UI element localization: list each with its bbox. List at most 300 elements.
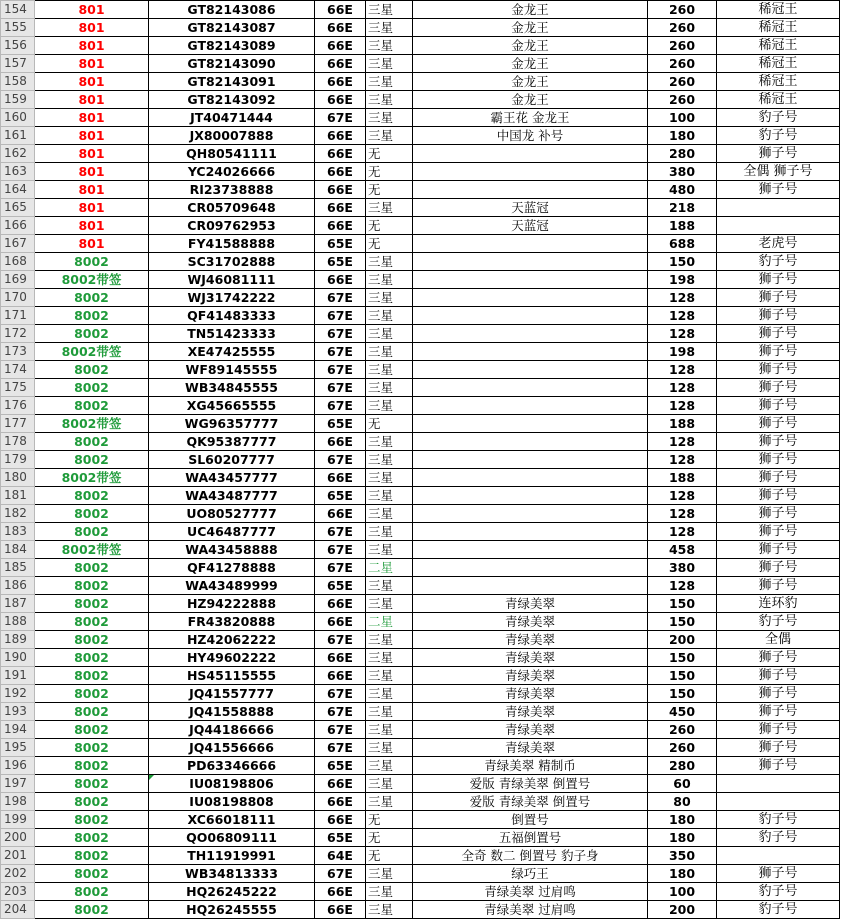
row-number-cell[interactable]: 196 [1, 757, 35, 775]
version-cell[interactable]: 67E [315, 307, 366, 325]
tag-cell[interactable]: 狮子号 [717, 271, 840, 289]
row-number-cell[interactable]: 180 [1, 469, 35, 487]
code-cell[interactable]: 801 [35, 199, 149, 217]
star-cell[interactable]: 三星 [366, 487, 413, 505]
version-cell[interactable]: 66E [315, 181, 366, 199]
price-cell[interactable]: 200 [648, 631, 717, 649]
code-cell[interactable]: 801 [35, 235, 149, 253]
version-cell[interactable]: 66E [315, 883, 366, 901]
star-cell[interactable]: 三星 [366, 865, 413, 883]
price-cell[interactable]: 150 [648, 685, 717, 703]
code-cell[interactable]: 8002 [35, 667, 149, 685]
price-cell[interactable]: 198 [648, 271, 717, 289]
star-cell[interactable]: 三星 [366, 451, 413, 469]
version-cell[interactable]: 67E [315, 325, 366, 343]
tag-cell[interactable]: 稀冠王 [717, 19, 840, 37]
price-cell[interactable]: 150 [648, 595, 717, 613]
price-cell[interactable]: 218 [648, 199, 717, 217]
tag-cell[interactable]: 稀冠王 [717, 37, 840, 55]
row-number-cell[interactable]: 186 [1, 577, 35, 595]
star-cell[interactable]: 三星 [366, 469, 413, 487]
version-cell[interactable]: 67E [315, 379, 366, 397]
code-cell[interactable]: 8002 [35, 739, 149, 757]
tag-cell[interactable]: 狮子号 [717, 865, 840, 883]
version-cell[interactable]: 65E [315, 235, 366, 253]
code-cell[interactable]: 8002 [35, 433, 149, 451]
row-number-cell[interactable]: 197 [1, 775, 35, 793]
code-cell[interactable]: 8002带签 [35, 343, 149, 361]
price-cell[interactable]: 260 [648, 91, 717, 109]
row-number-cell[interactable]: 163 [1, 163, 35, 181]
serial-cell[interactable]: HY49602222 [149, 649, 315, 667]
row-number-cell[interactable]: 200 [1, 829, 35, 847]
star-cell[interactable]: 三星 [366, 505, 413, 523]
version-cell[interactable]: 66E [315, 901, 366, 919]
code-cell[interactable]: 8002 [35, 451, 149, 469]
price-cell[interactable]: 128 [648, 451, 717, 469]
version-cell[interactable]: 67E [315, 739, 366, 757]
tag-cell[interactable]: 狮子号 [717, 469, 840, 487]
note-cell[interactable]: 金龙王 [413, 73, 648, 91]
tag-cell[interactable]: 狮子号 [717, 145, 840, 163]
tag-cell[interactable]: 豹子号 [717, 883, 840, 901]
serial-cell[interactable]: HQ26245555 [149, 901, 315, 919]
code-cell[interactable]: 8002 [35, 361, 149, 379]
row-number-cell[interactable]: 203 [1, 883, 35, 901]
row-number-cell[interactable]: 168 [1, 253, 35, 271]
code-cell[interactable]: 8002 [35, 487, 149, 505]
version-cell[interactable]: 66E [315, 505, 366, 523]
price-cell[interactable]: 180 [648, 127, 717, 145]
star-cell[interactable]: 三星 [366, 253, 413, 271]
version-cell[interactable]: 64E [315, 847, 366, 865]
code-cell[interactable]: 8002 [35, 757, 149, 775]
row-number-cell[interactable]: 183 [1, 523, 35, 541]
tag-cell[interactable]: 豹子号 [717, 109, 840, 127]
note-cell[interactable] [413, 487, 648, 505]
serial-cell[interactable]: JQ44186666 [149, 721, 315, 739]
row-number-cell[interactable]: 156 [1, 37, 35, 55]
price-cell[interactable]: 128 [648, 487, 717, 505]
code-cell[interactable]: 801 [35, 73, 149, 91]
note-cell[interactable] [413, 577, 648, 595]
price-cell[interactable]: 128 [648, 505, 717, 523]
star-cell[interactable]: 三星 [366, 289, 413, 307]
price-cell[interactable]: 188 [648, 415, 717, 433]
row-number-cell[interactable]: 190 [1, 649, 35, 667]
price-cell[interactable]: 260 [648, 19, 717, 37]
note-cell[interactable]: 青绿美翠 过肩鸣 [413, 901, 648, 919]
tag-cell[interactable]: 狮子号 [717, 667, 840, 685]
version-cell[interactable]: 66E [315, 37, 366, 55]
star-cell[interactable]: 三星 [366, 271, 413, 289]
star-cell[interactable]: 无 [366, 415, 413, 433]
tag-cell[interactable]: 狮子号 [717, 307, 840, 325]
code-cell[interactable]: 8002带签 [35, 415, 149, 433]
serial-cell[interactable]: SL60207777 [149, 451, 315, 469]
code-cell[interactable]: 8002 [35, 613, 149, 631]
tag-cell[interactable]: 狮子号 [717, 361, 840, 379]
row-number-cell[interactable]: 161 [1, 127, 35, 145]
star-cell[interactable]: 三星 [366, 433, 413, 451]
serial-cell[interactable]: GT82143091 [149, 73, 315, 91]
version-cell[interactable]: 66E [315, 145, 366, 163]
tag-cell[interactable]: 豹子号 [717, 829, 840, 847]
note-cell[interactable] [413, 523, 648, 541]
row-number-cell[interactable]: 165 [1, 199, 35, 217]
serial-cell[interactable]: HZ42062222 [149, 631, 315, 649]
code-cell[interactable]: 8002 [35, 559, 149, 577]
row-number-cell[interactable]: 192 [1, 685, 35, 703]
row-number-cell[interactable]: 154 [1, 1, 35, 19]
tag-cell[interactable] [717, 199, 840, 217]
serial-cell[interactable]: CR05709648 [149, 199, 315, 217]
star-cell[interactable]: 三星 [366, 901, 413, 919]
note-cell[interactable]: 绿巧王 [413, 865, 648, 883]
star-cell[interactable]: 三星 [366, 667, 413, 685]
row-number-cell[interactable]: 176 [1, 397, 35, 415]
version-cell[interactable]: 65E [315, 577, 366, 595]
serial-cell[interactable]: UC46487777 [149, 523, 315, 541]
row-number-cell[interactable]: 201 [1, 847, 35, 865]
version-cell[interactable]: 65E [315, 415, 366, 433]
price-cell[interactable]: 198 [648, 343, 717, 361]
serial-cell[interactable]: IU08198806 [149, 775, 315, 793]
version-cell[interactable]: 66E [315, 469, 366, 487]
star-cell[interactable]: 三星 [366, 793, 413, 811]
star-cell[interactable]: 三星 [366, 757, 413, 775]
serial-cell[interactable]: JQ41557777 [149, 685, 315, 703]
price-cell[interactable]: 280 [648, 145, 717, 163]
code-cell[interactable]: 8002 [35, 865, 149, 883]
star-cell[interactable]: 三星 [366, 307, 413, 325]
serial-cell[interactable]: WA43487777 [149, 487, 315, 505]
serial-cell[interactable]: HQ26245222 [149, 883, 315, 901]
price-cell[interactable]: 128 [648, 361, 717, 379]
serial-cell[interactable]: RI23738888 [149, 181, 315, 199]
code-cell[interactable]: 8002 [35, 901, 149, 919]
tag-cell[interactable]: 豹子号 [717, 127, 840, 145]
tag-cell[interactable]: 狮子号 [717, 721, 840, 739]
price-cell[interactable]: 180 [648, 829, 717, 847]
serial-cell[interactable]: FY41588888 [149, 235, 315, 253]
row-number-cell[interactable]: 187 [1, 595, 35, 613]
note-cell[interactable] [413, 343, 648, 361]
tag-cell[interactable]: 全偶 [717, 631, 840, 649]
code-cell[interactable]: 8002 [35, 523, 149, 541]
tag-cell[interactable]: 狮子号 [717, 289, 840, 307]
star-cell[interactable]: 无 [366, 163, 413, 181]
note-cell[interactable] [413, 505, 648, 523]
note-cell[interactable]: 青绿美翠 [413, 685, 648, 703]
row-number-cell[interactable]: 204 [1, 901, 35, 919]
serial-cell[interactable]: WA43457777 [149, 469, 315, 487]
note-cell[interactable]: 青绿美翠 过肩鸣 [413, 883, 648, 901]
version-cell[interactable]: 67E [315, 289, 366, 307]
serial-cell[interactable]: SC31702888 [149, 253, 315, 271]
star-cell[interactable]: 三星 [366, 379, 413, 397]
price-cell[interactable]: 128 [648, 307, 717, 325]
tag-cell[interactable]: 狮子号 [717, 757, 840, 775]
version-cell[interactable]: 66E [315, 595, 366, 613]
note-cell[interactable]: 金龙王 [413, 55, 648, 73]
tag-cell[interactable]: 稀冠王 [717, 1, 840, 19]
serial-cell[interactable]: FR43820888 [149, 613, 315, 631]
version-cell[interactable]: 65E [315, 253, 366, 271]
note-cell[interactable] [413, 361, 648, 379]
version-cell[interactable]: 67E [315, 109, 366, 127]
tag-cell[interactable]: 狮子号 [717, 343, 840, 361]
row-number-cell[interactable]: 158 [1, 73, 35, 91]
version-cell[interactable]: 67E [315, 865, 366, 883]
price-cell[interactable]: 380 [648, 559, 717, 577]
price-cell[interactable]: 128 [648, 325, 717, 343]
star-cell[interactable]: 三星 [366, 397, 413, 415]
serial-cell[interactable]: GT82143087 [149, 19, 315, 37]
serial-cell[interactable]: WB34813333 [149, 865, 315, 883]
tag-cell[interactable]: 全偶 狮子号 [717, 163, 840, 181]
tag-cell[interactable] [717, 217, 840, 235]
star-cell[interactable]: 三星 [366, 361, 413, 379]
code-cell[interactable]: 801 [35, 127, 149, 145]
code-cell[interactable]: 8002 [35, 775, 149, 793]
row-number-cell[interactable]: 174 [1, 361, 35, 379]
version-cell[interactable]: 66E [315, 271, 366, 289]
tag-cell[interactable]: 狮子号 [717, 541, 840, 559]
note-cell[interactable] [413, 271, 648, 289]
tag-cell[interactable]: 狮子号 [717, 685, 840, 703]
star-cell[interactable]: 三星 [366, 721, 413, 739]
star-cell[interactable]: 无 [366, 145, 413, 163]
tag-cell[interactable]: 狮子号 [717, 433, 840, 451]
note-cell[interactable]: 青绿美翠 [413, 613, 648, 631]
serial-cell[interactable]: XC66018111 [149, 811, 315, 829]
row-number-cell[interactable]: 182 [1, 505, 35, 523]
serial-cell[interactable]: XE47425555 [149, 343, 315, 361]
code-cell[interactable]: 8002带签 [35, 271, 149, 289]
star-cell[interactable]: 二星 [366, 613, 413, 631]
row-number-cell[interactable]: 193 [1, 703, 35, 721]
star-cell[interactable]: 三星 [366, 109, 413, 127]
row-number-cell[interactable]: 157 [1, 55, 35, 73]
price-cell[interactable]: 128 [648, 433, 717, 451]
note-cell[interactable] [413, 415, 648, 433]
star-cell[interactable]: 三星 [366, 631, 413, 649]
star-cell[interactable]: 三星 [366, 703, 413, 721]
row-number-cell[interactable]: 177 [1, 415, 35, 433]
row-number-cell[interactable]: 171 [1, 307, 35, 325]
note-cell[interactable]: 青绿美翠 [413, 595, 648, 613]
row-number-cell[interactable]: 181 [1, 487, 35, 505]
star-cell[interactable]: 三星 [366, 541, 413, 559]
serial-cell[interactable]: QO06809111 [149, 829, 315, 847]
version-cell[interactable]: 67E [315, 361, 366, 379]
serial-cell[interactable]: WB34845555 [149, 379, 315, 397]
serial-cell[interactable]: WJ46081111 [149, 271, 315, 289]
star-cell[interactable]: 无 [366, 217, 413, 235]
version-cell[interactable]: 67E [315, 541, 366, 559]
version-cell[interactable]: 66E [315, 1, 366, 19]
version-cell[interactable]: 66E [315, 667, 366, 685]
price-cell[interactable]: 128 [648, 577, 717, 595]
price-cell[interactable]: 450 [648, 703, 717, 721]
code-cell[interactable]: 801 [35, 217, 149, 235]
serial-cell[interactable]: GT82143090 [149, 55, 315, 73]
price-cell[interactable]: 80 [648, 793, 717, 811]
code-cell[interactable]: 801 [35, 37, 149, 55]
tag-cell[interactable]: 狮子号 [717, 397, 840, 415]
price-cell[interactable]: 200 [648, 901, 717, 919]
row-number-cell[interactable]: 160 [1, 109, 35, 127]
code-cell[interactable]: 8002带签 [35, 541, 149, 559]
price-cell[interactable]: 260 [648, 37, 717, 55]
code-cell[interactable]: 8002 [35, 685, 149, 703]
code-cell[interactable]: 8002 [35, 325, 149, 343]
tag-cell[interactable]: 狮子号 [717, 505, 840, 523]
note-cell[interactable]: 金龙王 [413, 91, 648, 109]
price-cell[interactable]: 150 [648, 613, 717, 631]
note-cell[interactable] [413, 397, 648, 415]
price-cell[interactable]: 150 [648, 253, 717, 271]
price-cell[interactable]: 150 [648, 667, 717, 685]
price-cell[interactable]: 260 [648, 73, 717, 91]
price-cell[interactable]: 280 [648, 757, 717, 775]
version-cell[interactable]: 65E [315, 829, 366, 847]
note-cell[interactable] [413, 379, 648, 397]
version-cell[interactable]: 66E [315, 217, 366, 235]
version-cell[interactable]: 67E [315, 685, 366, 703]
serial-cell[interactable]: QH80541111 [149, 145, 315, 163]
star-cell[interactable]: 三星 [366, 37, 413, 55]
note-cell[interactable] [413, 145, 648, 163]
tag-cell[interactable]: 狮子号 [717, 703, 840, 721]
code-cell[interactable]: 8002带签 [35, 469, 149, 487]
tag-cell[interactable]: 狮子号 [717, 325, 840, 343]
tag-cell[interactable]: 豹子号 [717, 613, 840, 631]
note-cell[interactable]: 倒置号 [413, 811, 648, 829]
note-cell[interactable]: 金龙王 [413, 19, 648, 37]
star-cell[interactable]: 三星 [366, 343, 413, 361]
note-cell[interactable] [413, 469, 648, 487]
serial-cell[interactable]: WJ31742222 [149, 289, 315, 307]
serial-cell[interactable]: WF89145555 [149, 361, 315, 379]
price-cell[interactable]: 480 [648, 181, 717, 199]
tag-cell[interactable] [717, 793, 840, 811]
price-cell[interactable]: 128 [648, 379, 717, 397]
code-cell[interactable]: 8002 [35, 505, 149, 523]
tag-cell[interactable]: 稀冠王 [717, 73, 840, 91]
code-cell[interactable]: 8002 [35, 397, 149, 415]
tag-cell[interactable]: 狮子号 [717, 487, 840, 505]
version-cell[interactable]: 66E [315, 55, 366, 73]
price-cell[interactable]: 100 [648, 883, 717, 901]
version-cell[interactable]: 67E [315, 631, 366, 649]
note-cell[interactable] [413, 307, 648, 325]
note-cell[interactable]: 天蓝冠 [413, 199, 648, 217]
note-cell[interactable]: 青绿美翠 [413, 649, 648, 667]
version-cell[interactable]: 67E [315, 451, 366, 469]
star-cell[interactable]: 无 [366, 829, 413, 847]
row-number-cell[interactable]: 179 [1, 451, 35, 469]
version-cell[interactable]: 66E [315, 433, 366, 451]
row-number-cell[interactable]: 199 [1, 811, 35, 829]
serial-cell[interactable]: WA43489999 [149, 577, 315, 595]
code-cell[interactable]: 8002 [35, 289, 149, 307]
tag-cell[interactable]: 稀冠王 [717, 91, 840, 109]
star-cell[interactable]: 三星 [366, 775, 413, 793]
price-cell[interactable]: 150 [648, 649, 717, 667]
note-cell[interactable] [413, 325, 648, 343]
price-cell[interactable]: 260 [648, 739, 717, 757]
code-cell[interactable]: 801 [35, 91, 149, 109]
tag-cell[interactable]: 豹子号 [717, 901, 840, 919]
serial-cell[interactable]: JX80007888 [149, 127, 315, 145]
note-cell[interactable] [413, 451, 648, 469]
star-cell[interactable]: 无 [366, 847, 413, 865]
tag-cell[interactable]: 狮子号 [717, 739, 840, 757]
serial-cell[interactable]: QK95387777 [149, 433, 315, 451]
tag-cell[interactable]: 狮子号 [717, 379, 840, 397]
version-cell[interactable]: 66E [315, 199, 366, 217]
code-cell[interactable]: 8002 [35, 307, 149, 325]
note-cell[interactable] [413, 181, 648, 199]
row-number-cell[interactable]: 170 [1, 289, 35, 307]
code-cell[interactable]: 8002 [35, 793, 149, 811]
row-number-cell[interactable]: 188 [1, 613, 35, 631]
price-cell[interactable]: 458 [648, 541, 717, 559]
version-cell[interactable]: 66E [315, 73, 366, 91]
note-cell[interactable]: 青绿美翠 [413, 703, 648, 721]
note-cell[interactable]: 青绿美翠 精制币 [413, 757, 648, 775]
version-cell[interactable]: 67E [315, 523, 366, 541]
price-cell[interactable]: 188 [648, 217, 717, 235]
tag-cell[interactable]: 稀冠王 [717, 55, 840, 73]
note-cell[interactable]: 青绿美翠 [413, 721, 648, 739]
serial-cell[interactable]: QF41278888 [149, 559, 315, 577]
version-cell[interactable]: 67E [315, 721, 366, 739]
star-cell[interactable]: 无 [366, 811, 413, 829]
star-cell[interactable]: 三星 [366, 127, 413, 145]
serial-cell[interactable]: GT82143092 [149, 91, 315, 109]
serial-cell[interactable]: XG45665555 [149, 397, 315, 415]
tag-cell[interactable]: 狮子号 [717, 451, 840, 469]
star-cell[interactable]: 无 [366, 235, 413, 253]
star-cell[interactable]: 三星 [366, 19, 413, 37]
row-number-cell[interactable]: 178 [1, 433, 35, 451]
tag-cell[interactable] [717, 847, 840, 865]
version-cell[interactable]: 66E [315, 613, 366, 631]
row-number-cell[interactable]: 173 [1, 343, 35, 361]
code-cell[interactable]: 8002 [35, 253, 149, 271]
price-cell[interactable]: 180 [648, 865, 717, 883]
serial-cell[interactable]: PD63346666 [149, 757, 315, 775]
row-number-cell[interactable]: 185 [1, 559, 35, 577]
code-cell[interactable]: 801 [35, 55, 149, 73]
price-cell[interactable]: 188 [648, 469, 717, 487]
version-cell[interactable]: 66E [315, 91, 366, 109]
price-cell[interactable]: 260 [648, 1, 717, 19]
note-cell[interactable]: 青绿美翠 [413, 631, 648, 649]
version-cell[interactable]: 66E [315, 649, 366, 667]
note-cell[interactable] [413, 559, 648, 577]
note-cell[interactable]: 青绿美翠 [413, 739, 648, 757]
code-cell[interactable]: 8002 [35, 703, 149, 721]
row-number-cell[interactable]: 191 [1, 667, 35, 685]
row-number-cell[interactable]: 159 [1, 91, 35, 109]
code-cell[interactable]: 8002 [35, 883, 149, 901]
code-cell[interactable]: 8002 [35, 631, 149, 649]
star-cell[interactable]: 三星 [366, 595, 413, 613]
